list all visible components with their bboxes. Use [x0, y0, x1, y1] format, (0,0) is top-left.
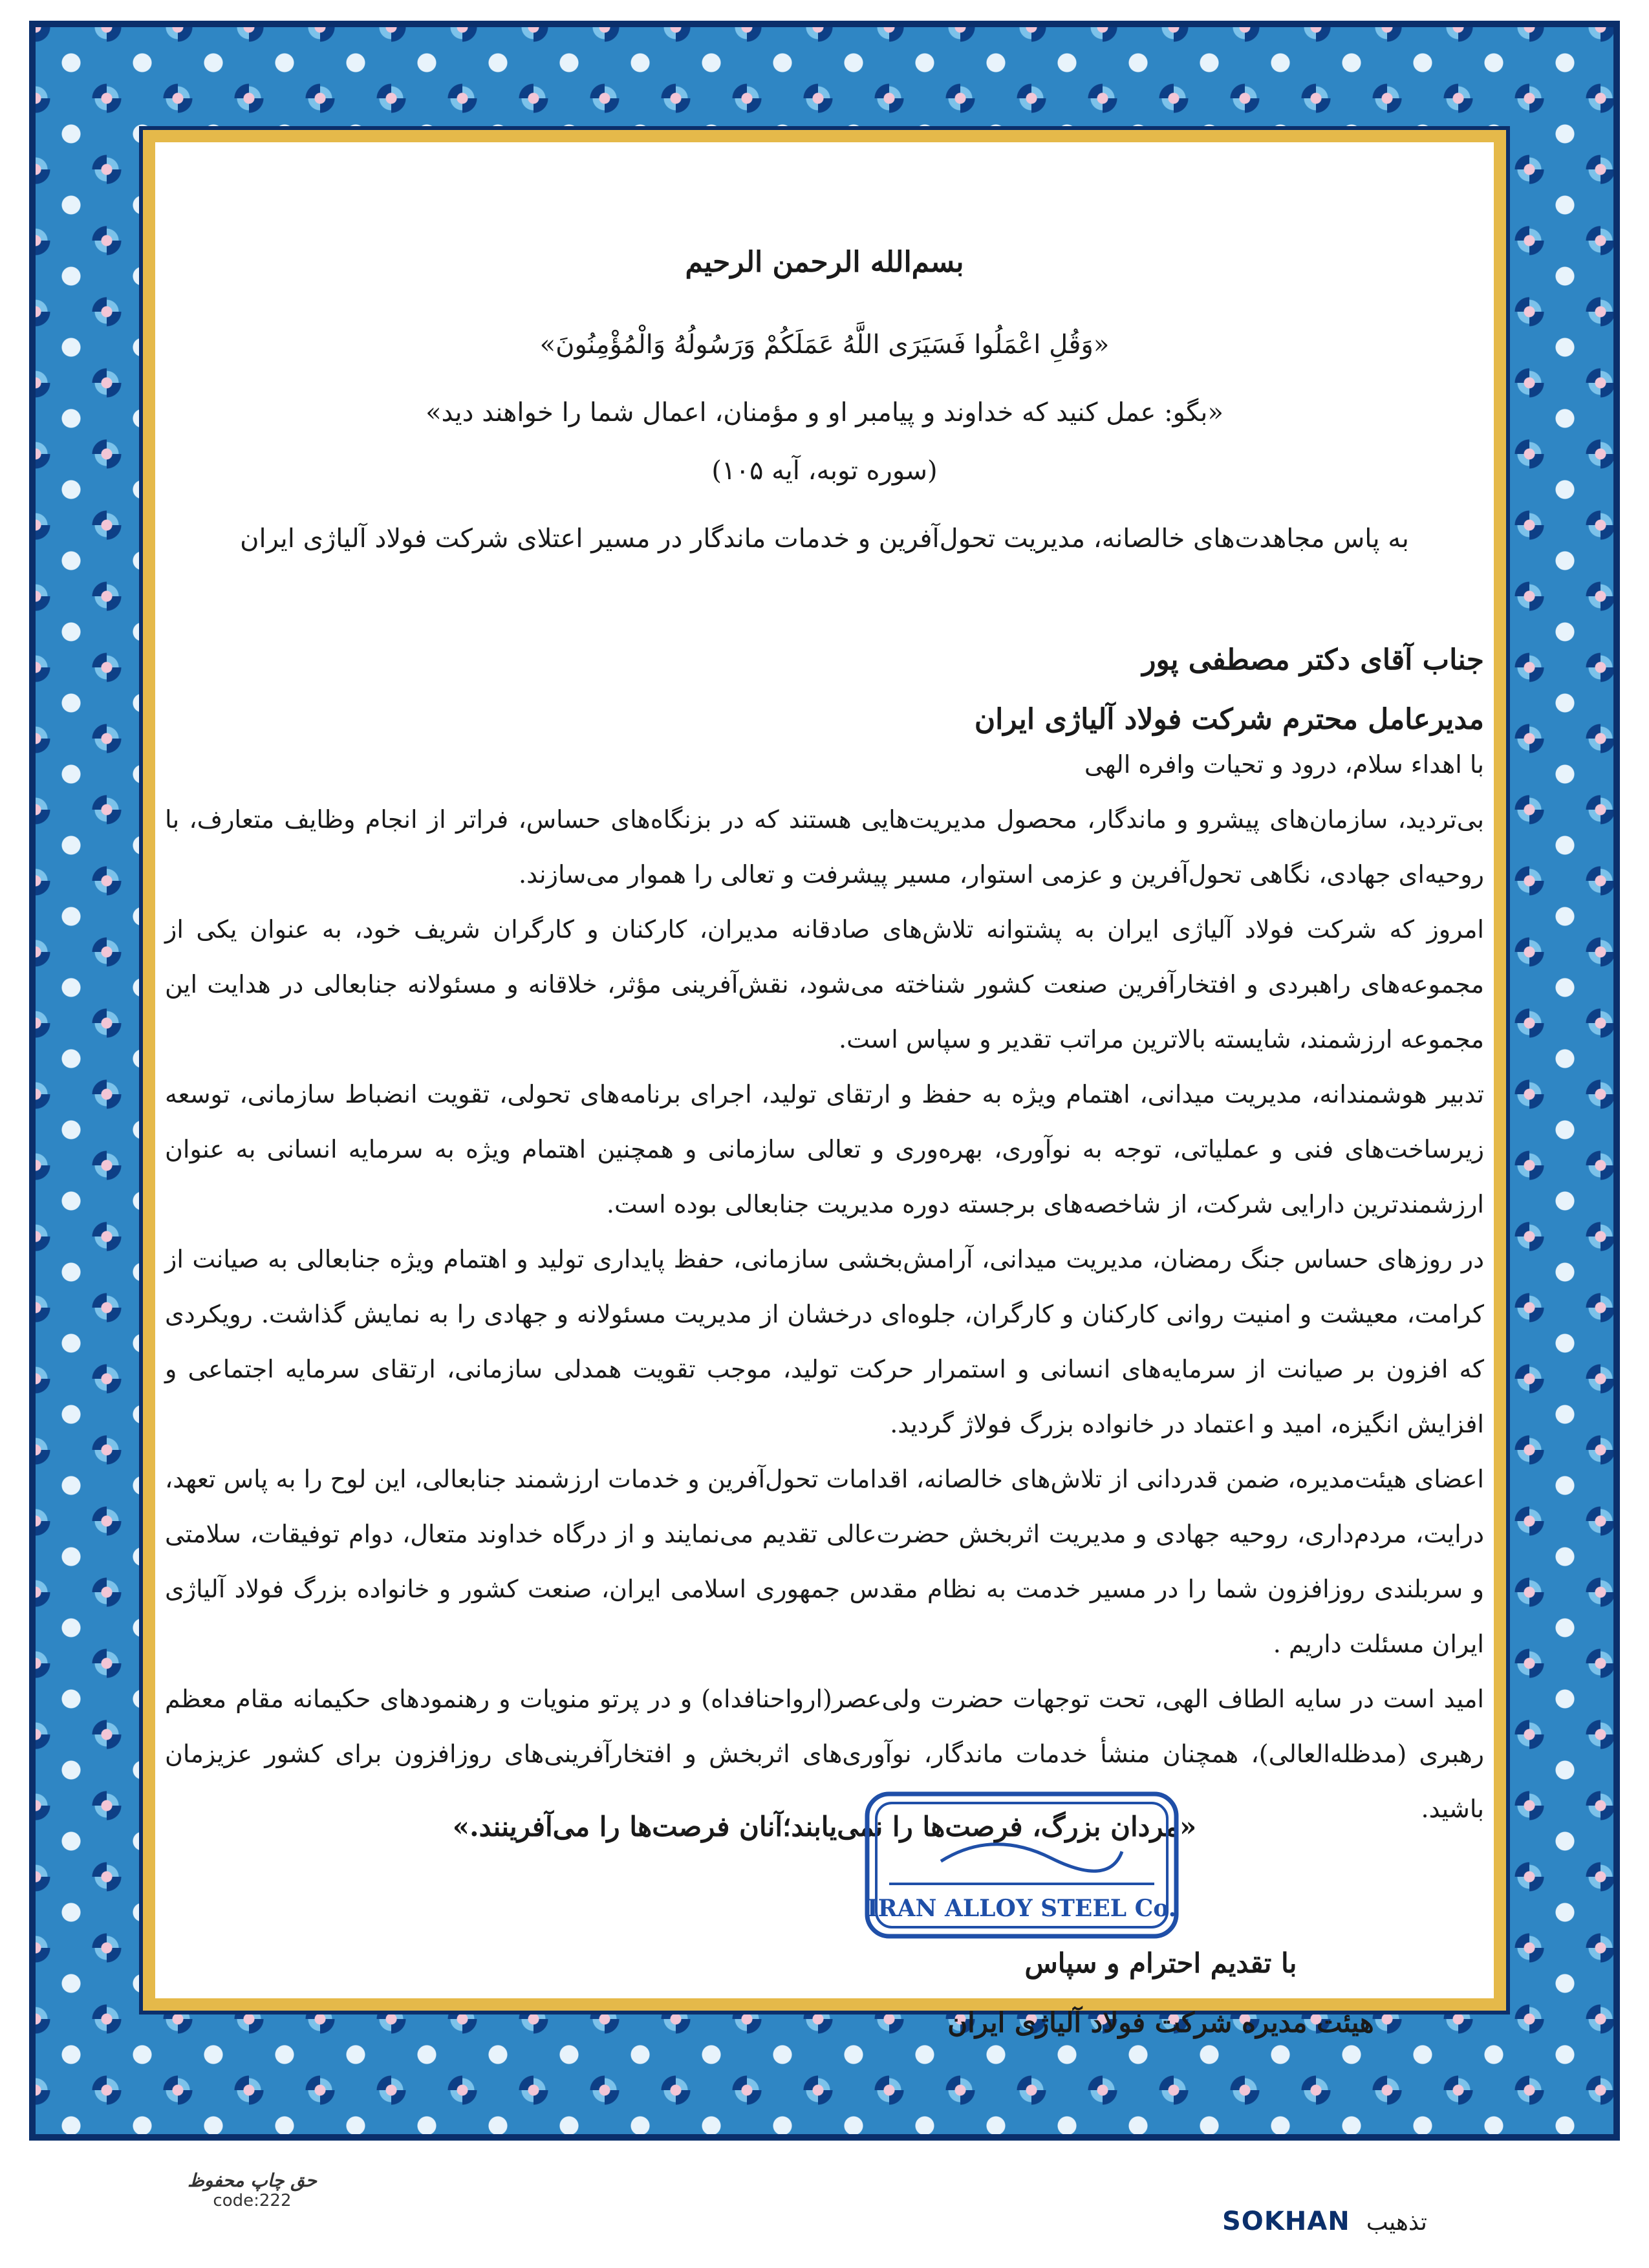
signature-block — [928, 1934, 1394, 2053]
motto-quote: «مردان بزرگ، فرصت‌ها را نمی‌یابند؛آنان فرصت‌ها را می‌آفرینند.» — [452, 1811, 1197, 1842]
certificate-content — [165, 142, 1484, 2038]
tadhib-label: تذهیب — [1366, 2209, 1427, 2236]
body-paragraph: بی‌تردید، سازمان‌های پیشرو و ماندگار، محصول مدیریت‌هایی هستند که در بزنگاه‌های حساس، فراتر از انجام وظایف متعارف، با روحیه‌ای جهادی، نگاهی تحول‌آفرین و عزمی استوار، مسیر پیشرفت و تعالی را هموار می‌سازند. — [165, 805, 1484, 889]
verse-reference: (سوره توبه، آیه ۱۰۵) — [711, 456, 938, 486]
body-paragraph: تدبیر هوشمندانه، مدیریت میدانی، اهتمام ویژه به حفظ و ارتقای تولید، اجرای برنامه‌های تحولی، تقویت انضباط سازمانی، توسعه زیرساخت‌های فنی و عملیاتی، توجه به نوآوری، بهره‌وری و تعالی سازمانی و همچنین اهتمام ویژه به سرمایه انسانی به عنوان ارزشمندترین دارایی شرکت، از شاخصه‌های برجسته دوره مدیریت جنابعالی بوده است. — [165, 1080, 1484, 1218]
recipient-block — [165, 631, 1484, 750]
dedication-line: به پاس مجاهدت‌های خالصانه، مدیریت تحول‌آفرین و خدمات ماندگار در مسیر اعتلای شرکت فولاد آلیاژی ایران — [240, 524, 1409, 554]
closing-line: با تقدیم احترام و سپاس — [1024, 1947, 1297, 1979]
body-paragraph: در روزهای حساس جنگ رمضان، مدیریت میدانی، آرامش‌بخشی سازمانی، حفظ پایداری تولید و اهتمام ویژه جنابعالی به صیانت از کرامت، معیشت و امنیت روانی کارکنان و کارگران، جلوه‌ای درخشان از مدیریت مسئولانه و جهادی را به نمایش گذاشت. رویکردی که افزون بر صیانت از سرمایه‌های انسانی و استمرار حرکت تولید، موجب تقویت همدلی سازمانی، ارتقای سرمایه اجتماعی و افزایش انگیزه، امید و اعتماد در خانواده بزرگ فولاژ گردید. — [165, 1245, 1484, 1438]
bismillah-heading: بسم‌الله الرحمن الرحیم — [685, 246, 964, 279]
recipient-name: جناب آقای دکتر مصطفی پور — [1142, 643, 1484, 676]
body-paragraph: امید است در سایه الطاف الهی، تحت توجهات حضرت ولی‌عصر(ارواحنافداه) و در پرتو منویات و رهنمودهای حکیمانه مقام معظم رهبری (مدظله‌العالی)، همچنان منشأ خدمات ماندگار، نوآوری‌های اثربخش و افتخارآفرینی‌های روزافزون برای کشور عزیزمان باشید. — [165, 1685, 1484, 1823]
body-paragraph: اعضای هیئت‌مدیره، ضمن قدردانی از تلاش‌های خالصانه، اقدامات تحول‌آفرین و خدمات ارزشمند جنابعالی، این لوح را به پاس تعهد، درایت، مردم‌داری، روحیه جهادی و مدیریت اثربخش حضرت‌عالی تقدیم می‌نمایند و از درگاه خداوند متعال، دوام توفیقات، سلامتی و سربلندی روزافزون شما را در مسیر خدمت به نظام مقدس جمهوری اسلامی ایران، صنعت کشور و خانواده بزرگ فولاد آلیاژی ایران مسئلت داریم . — [165, 1465, 1484, 1658]
print-code: code:222 — [213, 2191, 292, 2210]
brand-mark: SOKHAN — [1222, 2207, 1350, 2236]
stamp-graphic — [863, 1790, 1180, 1940]
footer-right — [1222, 2207, 1427, 2236]
body-text — [165, 737, 1484, 1837]
copyright-note: حق چاپ محفوظ — [188, 2170, 317, 2191]
greeting-paragraph: با اهداء سلام، درود و تحیات وافره الهی — [1084, 750, 1484, 779]
signatory-line: هیئت مدیره شرکت فولاد آلیاژی ایران — [947, 2007, 1374, 2038]
company-stamp — [863, 1790, 1180, 1940]
quran-verse: «وَقُلِ اعْمَلُوا فَسَيَرَى اللَّهُ عَمَلَكُمْ وَرَسُولُهُ وَالْمُؤْمِنُونَ» — [539, 330, 1110, 360]
body-paragraph: امروز که شرکت فولاد آلیاژی ایران به پشتوانه تلاش‌های صادقانه مدیران، کارکنان و کارگران شریف خود، به عنوان یکی از مجموعه‌های راهبردی و افتخارآفرین صنعت کشور شناخته می‌شود، نقش‌آفرینی مؤثر، خلاقانه و مسئولانه جنابعالی در هدایت این مجموعه ارزشمند، شایسته بالاترین مراتب تقدیر و سپاس است. — [165, 915, 1484, 1053]
stamp-english-name: IRAN ALLOY STEEL Co. — [867, 1895, 1177, 1922]
recipient-title: مدیرعامل محترم شرکت فولاد آلیاژی ایران — [974, 703, 1484, 736]
stamp-script-flourish — [941, 1844, 1122, 1872]
footer-left — [188, 2170, 317, 2210]
verse-translation: «بگو: عمل کنید که خداوند و پیامبر او و مؤمنان، اعمال شما را خواهند دید» — [426, 398, 1223, 427]
